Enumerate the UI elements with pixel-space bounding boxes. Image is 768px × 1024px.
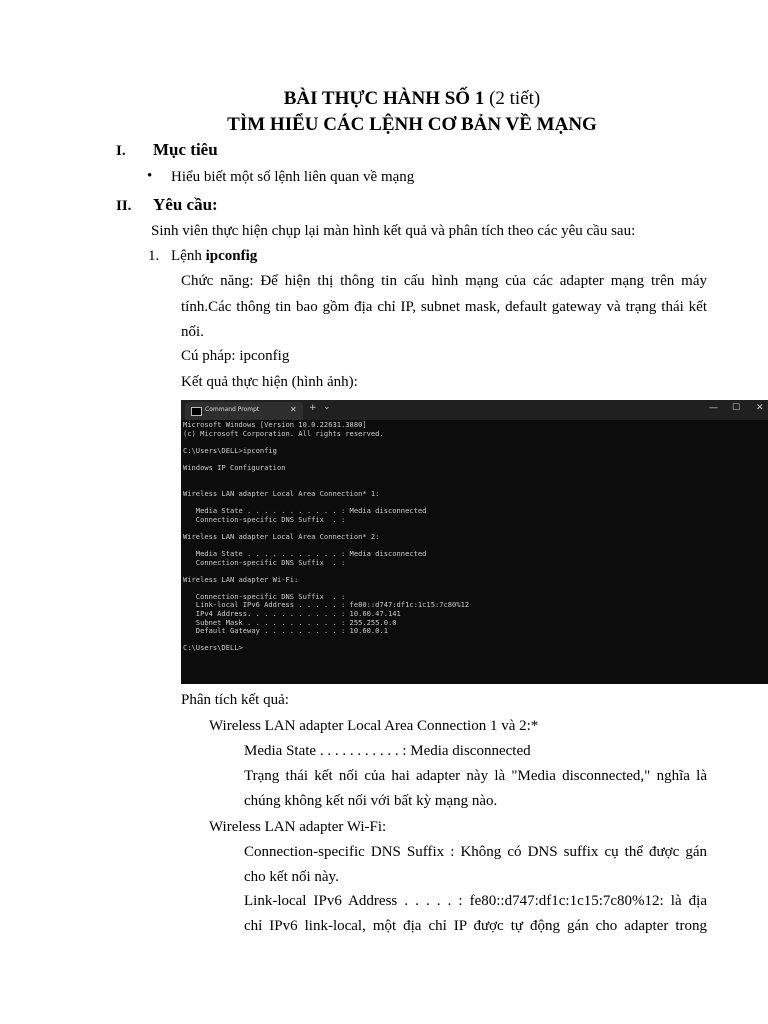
terminal-line — [183, 473, 768, 482]
command-prompt-screenshot — [181, 400, 768, 684]
list-number: 1. — [148, 248, 160, 264]
analysis-adapter12: Wireless LAN adapter Local Area Connection 1 và 2:* — [209, 718, 539, 734]
terminal-line: Wireless LAN adapter Local Area Connection* 1: — [183, 488, 380, 498]
terminal-line: C:\Users\DELL>ipconfig — [183, 445, 277, 455]
terminal-line: Microsoft Windows [Version 10.0.22631.3880] — [183, 420, 367, 429]
terminal-line: Media State . . . . . . . . . . . : Media disconnected — [183, 548, 427, 558]
terminal-line: IPv4 Address. . . . . . . . . . . : 10.60.47.141 — [183, 609, 401, 619]
chevron-down-icon: ⌄ — [323, 402, 331, 412]
list-item-ipconfig — [171, 248, 257, 265]
analysis-ipv6-line2: chỉ IPv6 link-local, một địa chỉ IP được tự động gán cho adapter trong — [244, 918, 707, 934]
list-item-prefix: Lệnh — [171, 248, 206, 264]
document-title-line2: TÌM HIỂU CÁC LỆNH CƠ BẢN VỀ MẠNG — [227, 114, 597, 135]
analysis-label: Phân tích kết quả: — [181, 692, 289, 708]
section2-intro: Sinh viên thực hiện chụp lại màn hình kết quả và phân tích theo các yêu cầu sau: — [151, 223, 636, 239]
function-line1: Chức năng: Để hiện thị thông tin cấu hình mạng của các adapter mạng trên máy — [181, 273, 707, 289]
maximize-icon: ☐ — [732, 403, 741, 413]
analysis-media-state: Media State . . . . . . . . . . . : Media disconnected — [244, 743, 531, 759]
section1-bullet-text: Hiểu biết một số lệnh liên quan về mạng — [171, 169, 415, 185]
section1-number: I. — [116, 143, 126, 159]
terminal-tab-title: Command Prompt — [205, 406, 260, 413]
syntax-text: Cú pháp: ipconfig — [181, 348, 290, 364]
terminal-line: (c) Microsoft Corporation. All rights reserved. — [183, 428, 384, 438]
terminal-output — [183, 421, 768, 653]
terminal-line: Connection-specific DNS Suffix . : — [183, 557, 346, 567]
analysis-ipv6-line1: Link-local IPv6 Address . . . . . : fe80::d747:df1c:1c15:7c80%12: là địa — [244, 893, 707, 909]
function-line2: tính.Các thông tin bao gồm địa chỉ IP, subnet mask, default gateway và trạng thái kết — [181, 299, 707, 315]
close-icon: ✕ — [290, 405, 297, 414]
title-bold: BÀI THỰC HÀNH SỐ 1 — [283, 88, 485, 109]
minimize-icon: — — [709, 403, 718, 413]
window-close-icon: ✕ — [756, 403, 764, 413]
terminal-line: Default Gateway . . . . . . . . . : 10.60.0.1 — [183, 626, 388, 636]
document-title-line1 — [0, 88, 768, 110]
function-line3: nối. — [181, 324, 204, 340]
analysis-media-desc-line1: Trạng thái kết nối của hai adapter này là "Media disconnected," nghĩa là — [244, 768, 707, 784]
terminal-line: Windows IP Configuration — [183, 462, 286, 472]
analysis-media-desc-line2: chúng không kết nối với bất kỳ mạng nào. — [244, 793, 498, 809]
analysis-dns-line2: cho kết nối này. — [244, 869, 339, 885]
terminal-line: Media State . . . . . . . . . . . : Media disconnected — [183, 505, 427, 515]
section2-number: II. — [116, 198, 132, 214]
result-label: Kết quả thực hiện (hình ảnh): — [181, 374, 358, 390]
analysis-wifi: Wireless LAN adapter Wi-Fi: — [209, 819, 387, 835]
terminal-line: Connection-specific DNS Suffix . : — [183, 514, 346, 524]
terminal-title-bar — [181, 400, 768, 420]
terminal-line: Link-local IPv6 Address . . . . . : fe80::d747:df1c:1c15:7c80%12 — [183, 600, 470, 610]
terminal-tab — [185, 402, 303, 420]
title-normal: (2 tiết) — [484, 88, 541, 109]
terminal-line: Wireless LAN adapter Local Area Connection* 2: — [183, 531, 380, 541]
command-name: ipconfig — [205, 248, 258, 264]
terminal-line: Subnet Mask . . . . . . . . . . . : 255.255.0.0 — [183, 617, 397, 627]
terminal-line: Wireless LAN adapter Wi-Fi: — [183, 574, 299, 584]
terminal-icon — [191, 407, 202, 416]
terminal-line: Connection-specific DNS Suffix . : — [183, 591, 346, 601]
bullet-icon: • — [147, 168, 153, 184]
terminal-line: C:\Users\DELL> — [183, 643, 243, 653]
terminal-line — [183, 636, 768, 645]
analysis-dns-line1: Connection-specific DNS Suffix : Không có DNS suffix cụ thể được gán — [244, 844, 707, 860]
plus-icon: + — [309, 403, 317, 413]
section2-title: Yêu cầu: — [153, 195, 218, 214]
section1-title: Mục tiêu — [153, 140, 218, 159]
